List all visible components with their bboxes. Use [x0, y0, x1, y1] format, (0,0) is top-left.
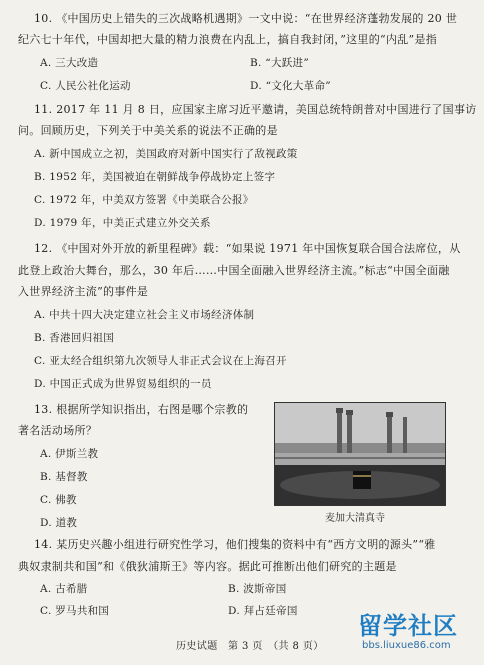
watermark-logo-text: 留学社区 [358, 612, 458, 640]
q13-stem-line1: 13. 根据所学知识指出，右图是哪个宗教的 [34, 403, 249, 416]
q13-option-c: C. 佛教 [40, 494, 77, 506]
q13-option-b: B. 基督教 [40, 471, 88, 483]
q13-option-a: A. 伊斯兰教 [40, 448, 99, 460]
q12-stem-line1: 12. 《中国对外开放的新里程碑》载：“如果说 1971 年中国恢复联合国合法席位，从 [34, 242, 461, 255]
q11-option-d: D. 1979 年，中美正式建立外交关系 [34, 217, 211, 229]
q13-stem-line2: 著名活动场所？ [18, 424, 98, 437]
q10-option-c: C. 人民公社化运动 [40, 80, 131, 92]
site-watermark [358, 606, 480, 661]
q12-option-d: D. 中国正式成为世界贸易组织的一员 [34, 378, 212, 390]
watermark-url: bbs.liuxue86.com [362, 640, 451, 651]
q10-stem-line2: 纪六七十年代，中国却把大量的精力浪费在内乱上，搞自我封闭，”这里的“内乱”是指 [18, 33, 438, 46]
q14-stem-line2: 典奴隶制共和国”和《俄狄浦斯王》等内容。据此可推断出他们研究的主题是 [18, 560, 397, 573]
q14-option-a: A. 古希腊 [40, 583, 88, 595]
q11-option-c: C. 1972 年，中美双方签署《中美联合公报》 [34, 194, 254, 206]
q11-option-a: A. 新中国成立之初，美国政府对新中国实行了敌视政策 [34, 148, 298, 160]
q14-stem-line1: 14. 某历史兴趣小组进行研究性学习，他们搜集的资料中有“西方文明的源头”“雅 [34, 538, 436, 551]
q14-option-d: D. 拜占廷帝国 [228, 605, 298, 617]
photo-caption: 麦加大清真寺 [325, 513, 385, 524]
q11-stem-line2: 问。回顾历史，下列关于中美关系的说法不正确的是 [18, 124, 278, 137]
q10-option-d: D. “文化大革命” [250, 80, 331, 92]
q12-option-c: C. 亚太经合组织第九次领导人非正式会议在上海召开 [34, 355, 287, 367]
q13-option-d: D. 道教 [40, 517, 78, 529]
q14-option-b: B. 波斯帝国 [228, 583, 287, 595]
q10-option-b: B. “大跃进” [250, 57, 310, 69]
q14-option-c: C. 罗马共和国 [40, 605, 110, 617]
page-footer: 历史试题 第 3 页 （共 8 页） [176, 641, 324, 652]
q11-stem-line1: 11. 2017 年 11 月 8 日，应国家主席习近平邀请，美国总统特朗普对中国进行了国事访 [34, 103, 477, 116]
q12-option-a: A. 中共十四大决定建立社会主义市场经济体制 [34, 309, 255, 321]
q10-option-a: A. 三大改造 [40, 57, 99, 69]
q12-option-b: B. 香港回归祖国 [34, 332, 115, 344]
q12-stem-line2: 此登上政治大舞台，那么，30 年后……中国全面融入世界经济主流。”标志“中国全面融 [18, 264, 450, 277]
q11-option-b: B. 1952 年，美国被迫在朝鲜战争停战协定上签字 [34, 171, 276, 183]
q10-stem-line1: 10. 《中国历史上错失的三次战略机遇期》一文中说：“在世界经济蓬勃发展的 20 世 [34, 12, 458, 25]
q12-stem-line3: 入世界经济主流”的事件是 [18, 285, 149, 298]
mecca-mosque-photo [274, 402, 446, 506]
